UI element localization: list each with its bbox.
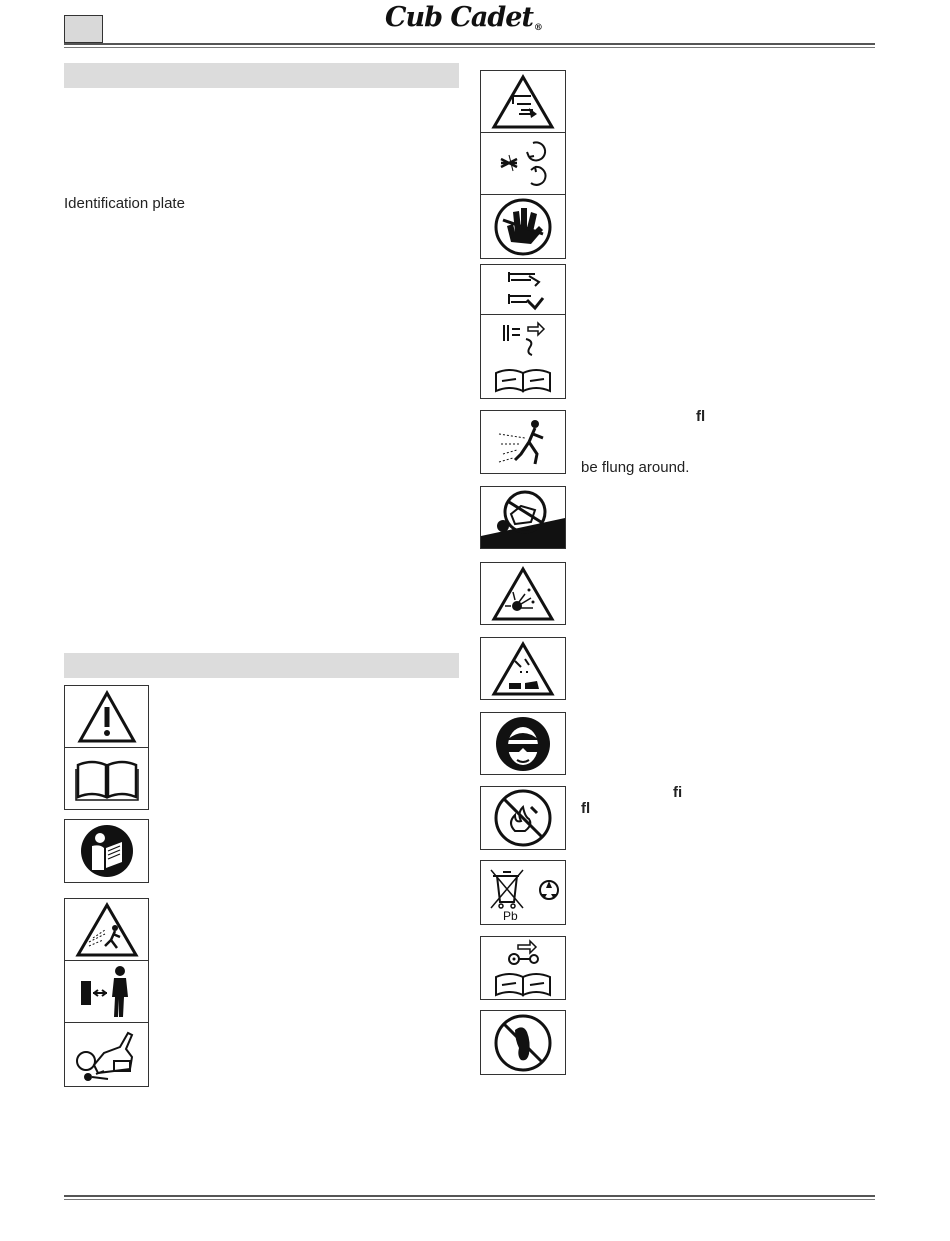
flung-fragment: fl (696, 408, 706, 425)
remove-key-icon (481, 265, 565, 314)
warning-triangle-icon (65, 686, 148, 747)
keep-distance-icon (65, 960, 148, 1023)
page-number-box (64, 15, 103, 43)
lead-symbol-label: Pb (503, 908, 518, 922)
sign-group-read-manual (64, 819, 149, 883)
flung-text: be flung around. (581, 459, 690, 476)
brand-logo: Cub Cadet® (385, 2, 542, 33)
section-heading-bar-2 (64, 653, 459, 678)
wear-goggles-icon (481, 713, 565, 774)
footer-rule-thin (64, 1199, 875, 1200)
manual-book-icon (65, 747, 148, 810)
footer-rule (64, 1195, 875, 1197)
sign-group-warning-manual (64, 685, 149, 810)
sign-group-service (480, 264, 566, 399)
corrosive-warning-icon (481, 638, 565, 699)
explosion-warning-icon (481, 563, 565, 624)
section-heading-bar-1 (64, 63, 459, 88)
flying-debris-icon (481, 411, 565, 473)
sign-group-blades (480, 70, 566, 259)
sign-group-goggles (480, 712, 566, 775)
sign-group-no-fire (480, 786, 566, 850)
sign-group-slope (480, 486, 566, 549)
identification-plate-label: Identification plate (64, 195, 185, 212)
sign-group-flying-debris (480, 410, 566, 474)
service-manual-icon (481, 314, 565, 399)
sign-group-thrown-objects (64, 898, 149, 1087)
sign-group-disposal (480, 860, 566, 925)
sign-group-key-manual (480, 936, 566, 1000)
key-manual-icon (481, 937, 565, 999)
header-rule-thin (64, 47, 875, 48)
sign-group-explosion (480, 562, 566, 625)
sign-group-no-feet (480, 1010, 566, 1075)
blade-hazard-icon (481, 71, 565, 132)
fire-fragment-2: fl (581, 800, 591, 817)
thrown-objects-warning-icon (65, 899, 148, 960)
no-fire-icon (481, 787, 565, 849)
battery-disposal-icon (481, 861, 565, 924)
no-feet-icon (481, 1011, 565, 1074)
sign-group-corrosive (480, 637, 566, 700)
rollover-hazard-icon (65, 1022, 148, 1087)
hand-injury-icon (481, 194, 565, 259)
read-manual-icon (65, 820, 148, 882)
header-rule (64, 43, 875, 45)
no-slope-icon (481, 487, 565, 548)
fire-fragment-1: fi (673, 784, 683, 801)
rotating-blades-icon (481, 132, 565, 195)
